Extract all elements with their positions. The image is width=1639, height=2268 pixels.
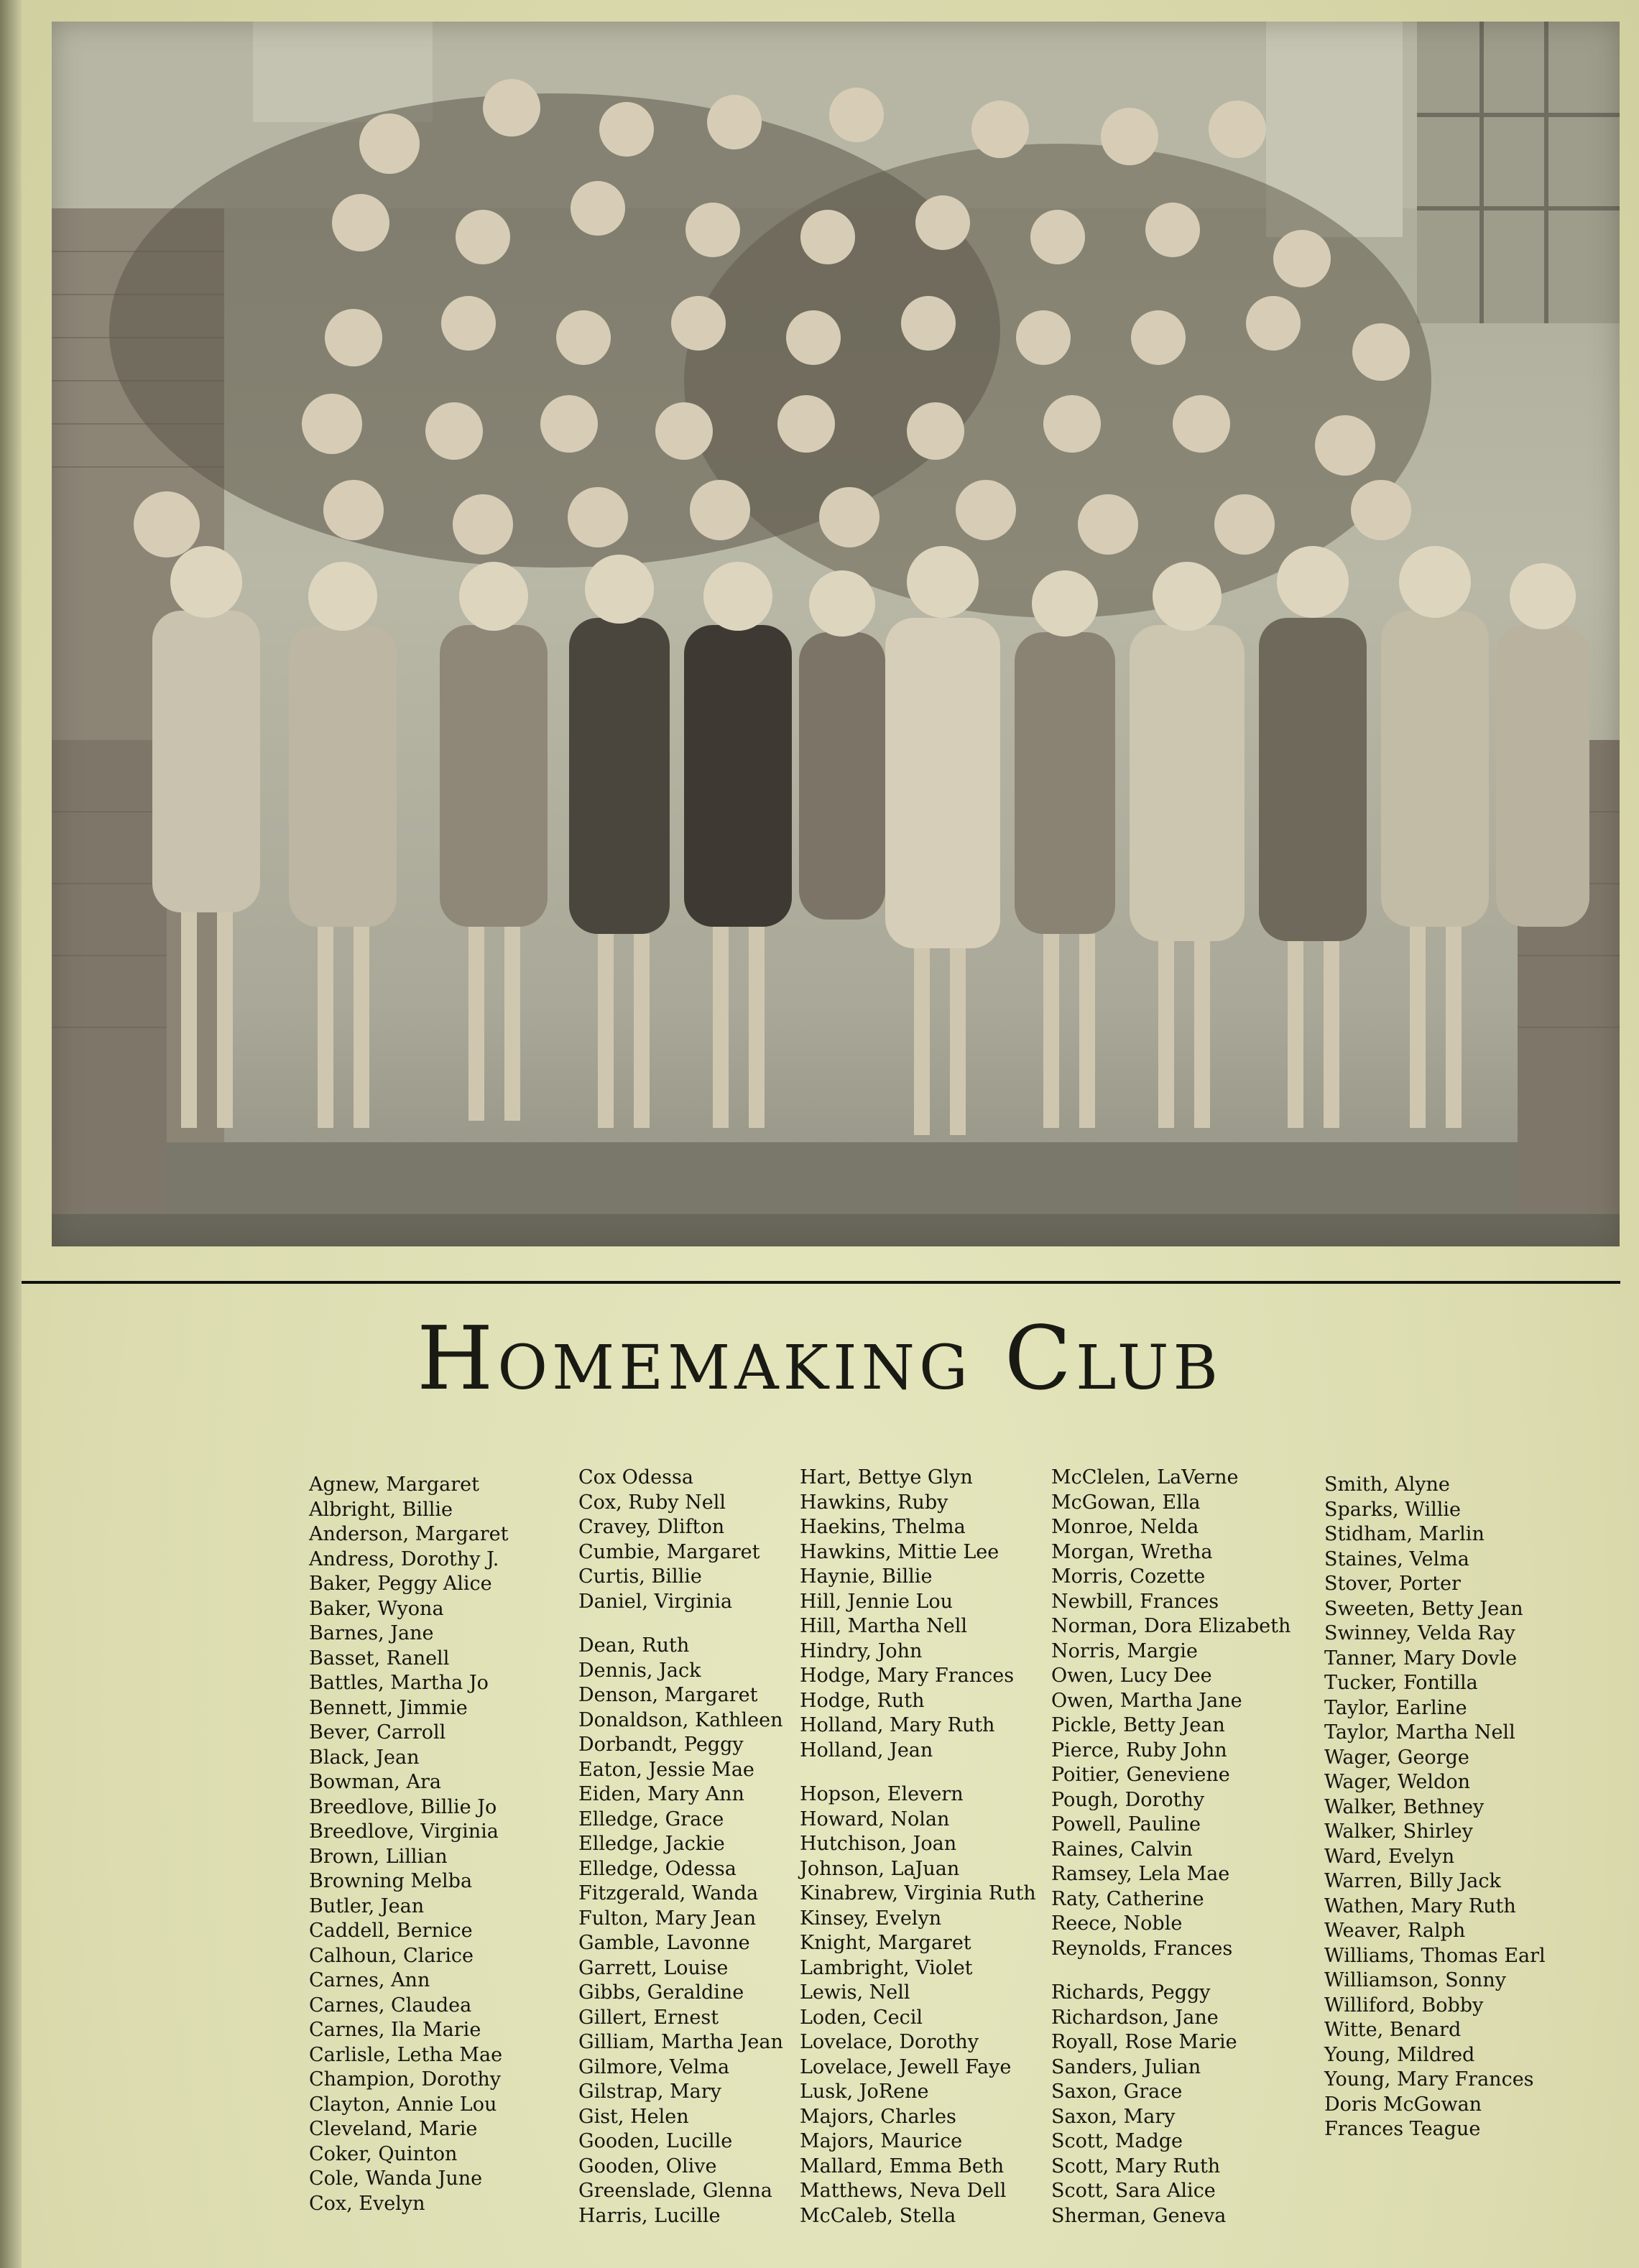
member-name: Hawkins, Ruby [800, 1491, 948, 1514]
member-name: Stover, Porter [1324, 1573, 1461, 1595]
page-title: Homemaking Club [417, 1307, 1222, 1410]
member-name: Pierce, Ruby John [1051, 1739, 1227, 1762]
member-name: Taylor, Martha Nell [1324, 1721, 1515, 1744]
member-name: Reece, Noble [1051, 1912, 1183, 1935]
member-name: Gilstrap, Mary [578, 2080, 721, 2103]
member-name: Scott, Sara Alice [1051, 2180, 1216, 2202]
member-name: Barnes, Jane [309, 1622, 434, 1644]
member-name: Hindry, John [800, 1639, 923, 1662]
divider-rule [22, 1281, 1620, 1284]
member-name: Clayton, Annie Lou [309, 2093, 497, 2116]
member-name: Hill, Jennie Lou [800, 1590, 953, 1613]
member-name: Baker, Peggy Alice [309, 1573, 492, 1595]
member-name: Carlisle, Letha Mae [309, 2043, 503, 2066]
member-name: Haekins, Thelma [800, 1516, 966, 1538]
member-name: Knight, Margaret [800, 1932, 971, 1954]
member-name: Witte, Benard [1324, 2019, 1462, 2041]
member-name: Garrett, Louise [578, 1956, 729, 1979]
member-name: Hodge, Mary Frances [800, 1665, 1015, 1687]
member-name: Holland, Mary Ruth [800, 1714, 995, 1736]
member-name: Cox, Ruby Nell [578, 1491, 726, 1514]
member-name: Norman, Dora Elizabeth [1051, 1615, 1291, 1637]
member-name: Smith, Alyne [1324, 1473, 1450, 1496]
member-name: Gist, Helen [578, 2105, 689, 2128]
member-name: Newbill, Frances [1051, 1590, 1219, 1613]
member-name: Andress, Dorothy J. [309, 1547, 499, 1570]
member-name: Morris, Cozette [1051, 1565, 1206, 1588]
member-name: Matthews, Neva Dell [800, 2180, 1007, 2202]
member-name: Donaldson, Kathleen [578, 1708, 783, 1731]
member-name: Champion, Dorothy [309, 2068, 502, 2091]
member-name: Monroe, Nelda [1051, 1516, 1199, 1538]
member-name: Stidham, Marlin [1324, 1523, 1485, 1545]
member-name: Lovelace, Dorothy [800, 2031, 979, 2053]
member-name: Albright, Billie [309, 1498, 453, 1521]
member-name: Wathen, Mary Ruth [1324, 1894, 1516, 1917]
member-name: Hill, Martha Nell [800, 1615, 968, 1637]
member-name: Gibbs, Geraldine [578, 1981, 744, 2004]
member-name: Frances Teague [1324, 2118, 1481, 2140]
member-name: Sanders, Julian [1051, 2055, 1201, 2078]
member-name: Cumbie, Margaret [578, 1540, 760, 1563]
member-name: Elledge, Jackie [578, 1833, 725, 1855]
roster-column-5 [1324, 1473, 1546, 2142]
member-name: Morgan, Wretha [1051, 1540, 1213, 1563]
member-name: Curtis, Billie [578, 1565, 702, 1588]
member-name: Hawkins, Mittie Lee [800, 1540, 999, 1563]
member-name: Raty, Catherine [1051, 1887, 1204, 1910]
roster-column-2 [578, 1466, 783, 2228]
member-name: Calhoun, Clarice [309, 1944, 474, 1967]
member-name: Hodge, Ruth [800, 1689, 925, 1712]
member-name: Tucker, Fontilla [1324, 1672, 1478, 1694]
member-name: Haynie, Billie [800, 1565, 933, 1588]
member-name: Caddell, Bernice [309, 1920, 473, 1942]
member-name [800, 1763, 1036, 1782]
roster-column-4 [1051, 1466, 1291, 2228]
member-name [1051, 1961, 1291, 1981]
member-name: Johnson, LaJuan [800, 1857, 960, 1880]
member-name: Gilliam, Martha Jean [578, 2031, 783, 2053]
member-name: Kinabrew, Virginia Ruth [800, 1882, 1036, 1904]
member-name: Holland, Jean [800, 1739, 933, 1762]
roster-column-3 [800, 1466, 1036, 2228]
member-name: Fitzgerald, Wanda [578, 1882, 759, 1904]
member-name: Bever, Carroll [309, 1721, 446, 1744]
member-name: Hutchison, Joan [800, 1833, 957, 1855]
member-name: Scott, Mary Ruth [1051, 2154, 1221, 2177]
member-name: Greenslade, Glenna [578, 2180, 772, 2202]
member-name [578, 1614, 783, 1634]
member-name: Sherman, Geneva [1051, 2204, 1227, 2227]
member-name: Royall, Rose Marie [1051, 2031, 1237, 2053]
member-name: Owen, Lucy Dee [1051, 1665, 1212, 1687]
member-name: Sparks, Willie [1324, 1498, 1461, 1521]
member-name: Young, Mildred [1324, 2043, 1475, 2066]
member-name: Baker, Wyona [309, 1597, 444, 1620]
member-name: Cravey, Dlifton [578, 1516, 725, 1538]
member-name: McClelen, LaVerne [1051, 1466, 1239, 1489]
member-name: Lewis, Nell [800, 1981, 910, 2004]
member-name: Majors, Maurice [800, 2130, 963, 2152]
member-name: Lovelace, Jewell Faye [800, 2055, 1012, 2078]
member-name: Harris, Lucille [578, 2204, 721, 2227]
member-name: Howard, Nolan [800, 1808, 950, 1830]
member-name: Cox Odessa [578, 1466, 693, 1489]
member-name: Walker, Shirley [1324, 1820, 1473, 1843]
member-name: Warren, Billy Jack [1324, 1870, 1501, 1892]
member-name: Agnew, Margaret [309, 1473, 479, 1496]
member-name: Lambright, Violet [800, 1956, 973, 1979]
member-name: McGowan, Ella [1051, 1491, 1201, 1514]
member-name: Young, Mary Frances [1324, 2068, 1534, 2091]
group-photo [52, 22, 1620, 1246]
member-name: Breedlove, Virginia [309, 1820, 499, 1843]
member-name: Cox, Evelyn [309, 2192, 425, 2215]
member-name: McCaleb, Stella [800, 2204, 956, 2227]
member-name: Richardson, Jane [1051, 2006, 1219, 2029]
member-name: Pickle, Betty Jean [1051, 1714, 1225, 1736]
member-name: Reynolds, Frances [1051, 1937, 1233, 1960]
member-name: Browning Melba [309, 1870, 473, 1892]
page-edge-shadow [0, 0, 22, 2268]
member-name: Hopson, Elevern [800, 1783, 964, 1805]
member-name: Dean, Ruth [578, 1634, 690, 1657]
member-name: Gooden, Lucille [578, 2130, 733, 2152]
member-name: Scott, Madge [1051, 2130, 1183, 2152]
member-name: Gillert, Ernest [578, 2006, 719, 2029]
member-name: Kinsey, Evelyn [800, 1907, 942, 1930]
member-name: Carnes, Ila Marie [309, 2019, 481, 2041]
member-name: Coker, Quinton [309, 2142, 458, 2165]
member-name: Basset, Ranell [309, 1647, 450, 1670]
member-name: Sweeten, Betty Jean [1324, 1597, 1523, 1620]
member-name: Wager, Weldon [1324, 1771, 1470, 1793]
member-name: Ward, Evelyn [1324, 1845, 1455, 1868]
member-name: Pough, Dorothy [1051, 1788, 1205, 1811]
member-name: Elledge, Grace [578, 1808, 724, 1830]
member-name: Gooden, Olive [578, 2154, 717, 2177]
member-name: Norris, Margie [1051, 1639, 1198, 1662]
member-name: Gilmore, Velma [578, 2055, 730, 2078]
member-name: Denson, Margaret [578, 1684, 758, 1706]
member-name: Daniel, Virginia [578, 1590, 733, 1613]
member-name: Eiden, Mary Ann [578, 1783, 744, 1805]
member-name: Carnes, Claudea [309, 1994, 472, 2017]
member-name: Poitier, Geneviene [1051, 1764, 1230, 1786]
member-name: Doris McGowan [1324, 2093, 1482, 2116]
member-name: Raines, Calvin [1051, 1838, 1193, 1861]
member-name: Cole, Wanda June [309, 2167, 483, 2190]
member-name: Dorbandt, Peggy [578, 1734, 744, 1756]
member-name: Wager, George [1324, 1746, 1469, 1769]
member-name: Lusk, JoRene [800, 2080, 929, 2103]
member-name: Anderson, Margaret [309, 1523, 509, 1545]
member-name: Carnes, Ann [309, 1969, 430, 1991]
member-name: Eaton, Jessie Mae [578, 1758, 754, 1781]
member-name: Powell, Pauline [1051, 1813, 1201, 1836]
member-name: Mallard, Emma Beth [800, 2154, 1005, 2177]
member-name: Battles, Martha Jo [309, 1672, 489, 1694]
member-name: Walker, Bethney [1324, 1795, 1485, 1818]
member-name: Bowman, Ara [309, 1771, 441, 1793]
member-name: Richards, Peggy [1051, 1981, 1211, 2004]
member-name: Taylor, Earline [1324, 1696, 1467, 1719]
member-name: Swinney, Velda Ray [1324, 1622, 1515, 1644]
member-name: Williams, Thomas Earl [1324, 1944, 1546, 1967]
member-name: Brown, Lillian [309, 1845, 448, 1868]
member-name: Cleveland, Marie [309, 2118, 478, 2140]
member-name: Butler, Jean [309, 1894, 425, 1917]
member-name: Elledge, Odessa [578, 1857, 737, 1880]
member-name: Gamble, Lavonne [578, 1932, 750, 1954]
member-name: Staines, Velma [1324, 1547, 1469, 1570]
member-name: Bennett, Jimmie [309, 1696, 468, 1719]
roster-column-1 [309, 1473, 509, 2216]
member-name: Ramsey, Lela Mae [1051, 1863, 1230, 1885]
member-name: Saxon, Mary [1051, 2105, 1176, 2128]
member-name: Weaver, Ralph [1324, 1920, 1466, 1942]
member-name: Owen, Martha Jane [1051, 1689, 1242, 1712]
member-name: Majors, Charles [800, 2105, 956, 2128]
member-name: Black, Jean [309, 1746, 420, 1769]
member-name: Tanner, Mary Dovle [1324, 1647, 1518, 1670]
member-name: Saxon, Grace [1051, 2080, 1183, 2103]
member-name: Williford, Bobby [1324, 1994, 1484, 2017]
member-name: Breedlove, Billie Jo [309, 1795, 497, 1818]
group-photo-illustration [52, 22, 1620, 1246]
member-name: Williamson, Sonny [1324, 1969, 1506, 1991]
member-name: Dennis, Jack [578, 1659, 701, 1682]
member-name: Hart, Bettye Glyn [800, 1466, 973, 1489]
member-name: Loden, Cecil [800, 2006, 923, 2029]
member-name: Fulton, Mary Jean [578, 1907, 757, 1930]
